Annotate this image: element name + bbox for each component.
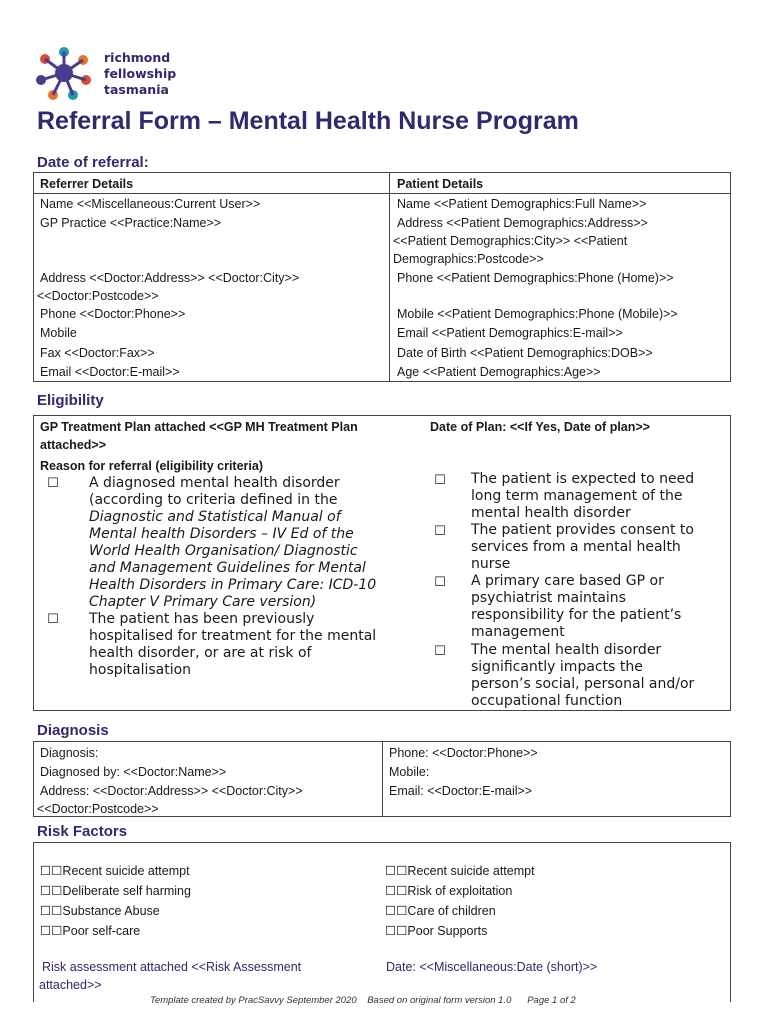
criterion-long-term [471, 471, 694, 522]
patient-name: Name <<Patient Demographics:Full Name>> [397, 197, 647, 211]
referrer-gp-practice: GP Practice <<Practice:Name>> [40, 216, 222, 230]
criterion-line: nurse [471, 556, 511, 572]
risk-item[interactable] [40, 902, 160, 920]
criterion-line: Mental health Disorders – IV Ed of the [89, 526, 354, 542]
page-title: Referral Form – Mental Health Nurse Program [37, 107, 579, 135]
risk-label: Risk of exploitation [407, 884, 513, 898]
risk-item[interactable] [385, 882, 512, 900]
referrer-email: Email <<Doctor:E-mail>> [40, 365, 180, 379]
criterion-line: person’s social, personal and/or [471, 676, 695, 692]
diagnosis-heading: Diagnosis [37, 722, 109, 739]
patient-email: Email <<Patient Demographics:E-mail>> [397, 326, 623, 340]
patient-age: Age <<Patient Demographics:Age>> [397, 365, 601, 379]
gp-treatment-plan: GP Treatment Plan attached <<GP MH Treatment Plan [40, 420, 358, 434]
date-of-plan: Date of Plan: <<If Yes, Date of plan>> [430, 420, 650, 434]
criterion-significant-impact [471, 642, 694, 710]
criterion-line: occupational function [471, 693, 623, 709]
diagnosis-phone: Phone: <<Doctor:Phone>> [389, 746, 538, 760]
risk-checkbox[interactable]: ☐☐ [385, 863, 408, 878]
criterion-line: The patient has been previously [89, 611, 315, 627]
criterion-line: health disorder, or are at risk of [89, 645, 312, 661]
criterion-line: hospitalised for treatment for the mental [89, 628, 377, 644]
criterion-line: A primary care based GP or [471, 573, 664, 589]
criterion-line: mental health disorder [471, 505, 631, 521]
criterion-checkbox[interactable]: ☐ [434, 473, 446, 488]
risk-label: Recent suicide attempt [62, 864, 190, 878]
diagnosis-address: Address: <<Doctor:Address>> <<Doctor:City>> [40, 784, 303, 798]
risk-assessment-attached: Risk assessment attached <<Risk Assessment [42, 960, 302, 974]
patient-details-heading: Patient Details [397, 177, 484, 191]
risk-item[interactable] [385, 902, 496, 920]
criterion-diagnosed-disorder [89, 475, 376, 611]
referrer-name: Name <<Miscellaneous:Current User>> [40, 197, 261, 211]
diagnosis-email: Email: <<Doctor:E-mail>> [389, 784, 533, 798]
criterion-gp-responsibility [471, 573, 681, 641]
criterion-checkbox[interactable]: ☐ [47, 612, 59, 627]
risk-checkbox[interactable]: ☐☐ [40, 863, 63, 878]
risk-checkbox[interactable]: ☐☐ [385, 923, 408, 938]
criterion-line: Diagnostic and Statistical Manual of [89, 509, 341, 525]
diagnosed-by: Diagnosed by: <<Doctor:Name>> [40, 765, 227, 779]
patient-phone: Phone <<Patient Demographics:Phone (Home)>> [397, 271, 674, 285]
date-of-referral-label: Date of referral: [37, 154, 149, 171]
page-footer: Template created by PracSavvy September 2020 Based on original form version 1.0 Page 1 of 2 [150, 995, 576, 1006]
criterion-line: responsibility for the patient’s [471, 607, 682, 623]
criterion-line: Health Disorders in Primary Care: ICD-10 [89, 577, 377, 593]
diagnosis-field: Diagnosis: [40, 746, 99, 760]
referrer-details-heading: Referrer Details [40, 177, 134, 191]
criterion-line: psychiatrist maintains [471, 590, 626, 606]
risk-factors-heading: Risk Factors [37, 823, 128, 840]
referrer-fax: Fax <<Doctor:Fax>> [40, 346, 155, 360]
risk-assessment-attached-cont: attached>> [39, 978, 102, 992]
criterion-checkbox[interactable]: ☐ [434, 644, 446, 659]
criterion-line: The patient provides consent to [471, 522, 694, 538]
referrer-phone: Phone <<Doctor:Phone>> [40, 307, 186, 321]
gp-treatment-plan-cont: attached>> [40, 438, 107, 452]
referrer-mobile: Mobile [40, 326, 77, 340]
risk-checkbox[interactable]: ☐☐ [40, 903, 63, 918]
referrer-address-postcode: <<Doctor:Postcode>> [37, 289, 159, 303]
risk-label: Poor Supports [407, 924, 488, 938]
patient-mobile: Mobile <<Patient Demographics:Phone (Mobile)>> [397, 307, 678, 321]
criterion-line: The patient is expected to need [471, 471, 695, 487]
brand-line: tasmania [104, 82, 169, 97]
risk-item[interactable] [40, 922, 140, 940]
risk-label: Poor self-care [62, 924, 141, 938]
patient-address-postcode: Demographics:Postcode>> [393, 252, 544, 266]
patient-address: Address <<Patient Demographics:Address>> [397, 216, 648, 230]
risk-checkbox[interactable]: ☐☐ [40, 923, 63, 938]
risk-label: Substance Abuse [62, 904, 160, 918]
risk-label: Recent suicide attempt [407, 864, 535, 878]
criterion-line: World Health Organisation/ Diagnostic [89, 543, 358, 559]
risk-item[interactable] [40, 862, 190, 880]
brand-line: richmond [104, 50, 171, 65]
risk-label: Care of children [407, 904, 496, 918]
risk-checkbox[interactable]: ☐☐ [385, 883, 408, 898]
criterion-checkbox[interactable]: ☐ [434, 575, 446, 590]
risk-checkbox[interactable]: ☐☐ [40, 883, 63, 898]
criterion-line: services from a mental health [471, 539, 681, 555]
patient-dob: Date of Birth <<Patient Demographics:DOB>> [397, 346, 653, 360]
criterion-line: and Management Guidelines for Mental [89, 560, 366, 576]
brand-line: fellowship [104, 66, 177, 81]
criterion-line: management [471, 624, 565, 640]
risk-item[interactable] [385, 862, 535, 880]
risk-item[interactable] [40, 882, 191, 900]
brand-name [104, 50, 176, 98]
criterion-line: Chapter V Primary Care version) [89, 594, 317, 610]
criterion-checkbox[interactable]: ☐ [434, 524, 446, 539]
criterion-line: hospitalisation [89, 662, 192, 678]
criterion-line: The mental health disorder [471, 642, 662, 658]
risk-checkbox[interactable]: ☐☐ [385, 903, 408, 918]
referrer-address: Address <<Doctor:Address>> <<Doctor:City>> [40, 271, 300, 285]
diagnosis-address-postcode: <<Doctor:Postcode>> [37, 802, 159, 816]
criterion-hospitalised [89, 611, 376, 679]
risk-label: Deliberate self harming [62, 884, 191, 898]
reason-heading: Reason for referral (eligibility criteria) [40, 459, 263, 473]
criterion-consent [471, 522, 694, 573]
patient-address-city: <<Patient Demographics:City>> <<Patient [393, 234, 628, 248]
criterion-line: (according to criteria defined in the [89, 492, 338, 508]
rft-logo-icon [33, 44, 95, 102]
risk-assessment-date: Date: <<Miscellaneous:Date (short)>> [386, 960, 598, 974]
diagnosis-mobile: Mobile: [389, 765, 430, 779]
criterion-line: long term management of the [471, 488, 683, 504]
eligibility-heading: Eligibility [37, 392, 104, 409]
criterion-line: A diagnosed mental health disorder [89, 475, 340, 491]
risk-item[interactable] [385, 922, 487, 940]
criterion-line: significantly impacts the [471, 659, 643, 675]
criterion-checkbox[interactable]: ☐ [47, 476, 59, 491]
